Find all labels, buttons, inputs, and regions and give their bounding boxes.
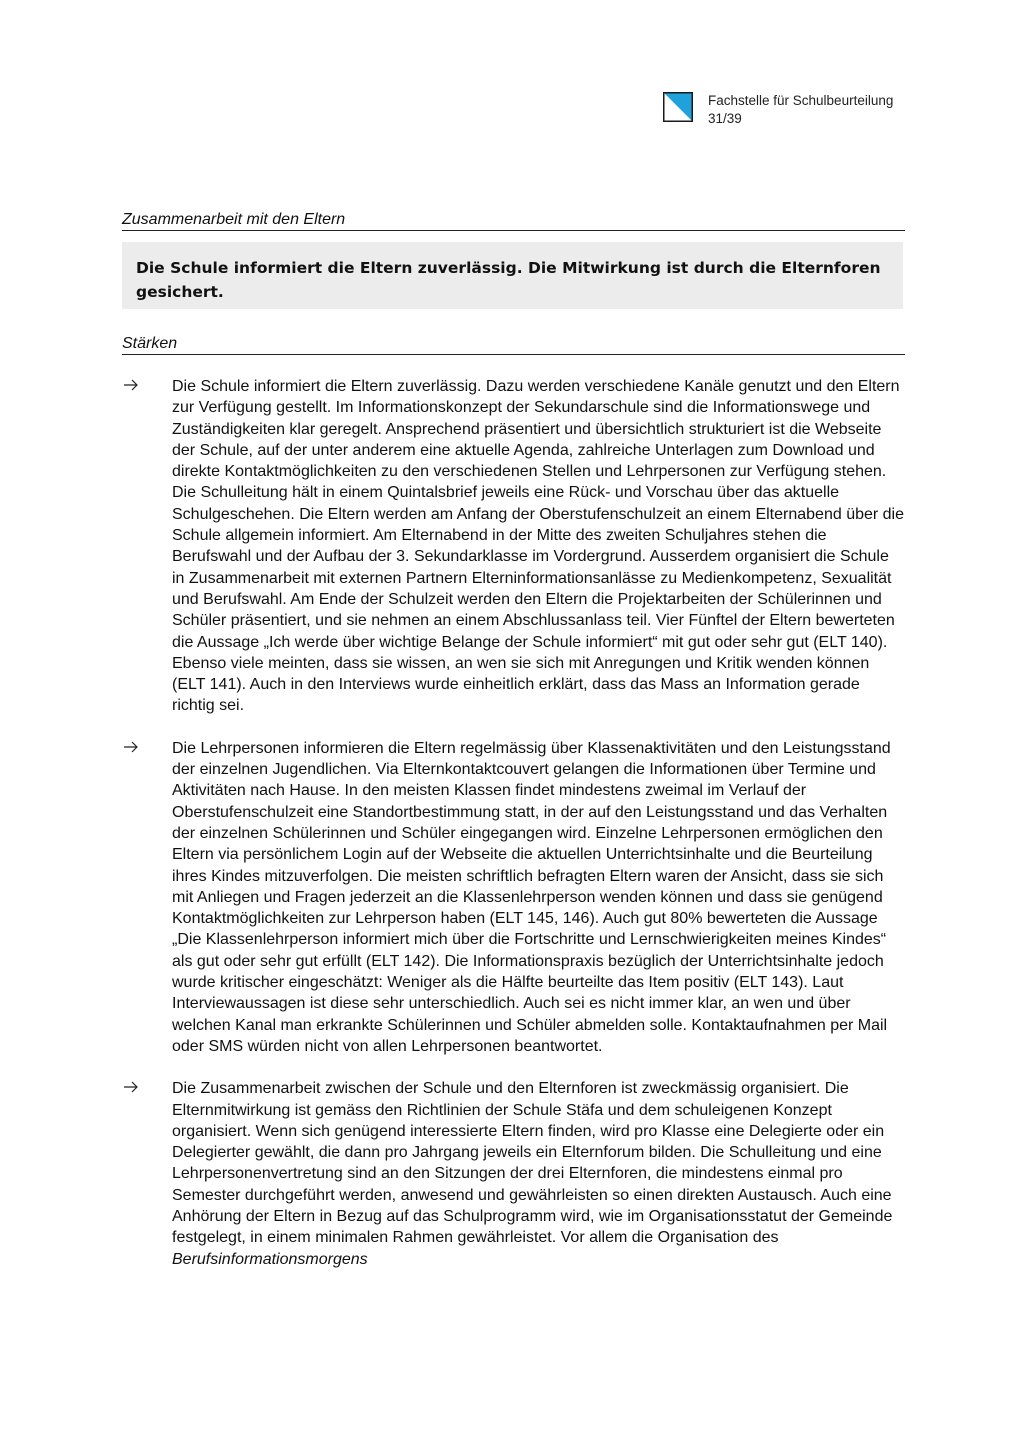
list-item xyxy=(122,376,905,717)
arrow-right-icon xyxy=(122,376,140,394)
page-number: 31/39 xyxy=(708,111,742,126)
arrow-right-icon xyxy=(122,738,140,756)
page-header xyxy=(663,92,1003,132)
list-item xyxy=(122,1078,905,1270)
header-text xyxy=(708,92,893,128)
arrow-right-icon xyxy=(122,1078,140,1096)
list-item xyxy=(122,738,905,1057)
statement-box xyxy=(122,242,903,309)
statement-text: Die Schule informiert die Eltern zuverlässig. Die Mitwirkung ist durch die Elternforen gesichert. xyxy=(136,259,881,301)
strengths-title: Stärken xyxy=(122,334,905,355)
list-item-text-italic: Berufsinformationsmorgens xyxy=(172,1250,368,1268)
list-item-text xyxy=(172,1078,905,1270)
strengths-list xyxy=(122,376,905,1291)
section-title: Zusammenarbeit mit den Eltern xyxy=(122,210,905,231)
list-item-text: Die Lehrpersonen informieren die Eltern regelmässig über Klassenaktivitäten und den Leistungsstand der einzelnen Jugendlichen. Via Elternkontaktcouvert gelangen die Informationen über Termine und Aktivitäten nach Hause. In den meisten Klassen findet mindestens zweimal im Verlauf der Oberstufenschulzeit eine Standortbestimmung statt, in der auf den Leistungsstand und das Verhalten der einzelnen Schülerinnen und Schüler eingegangen wird. Einzelne Lehrpersonen ermöglichen den Eltern via persönlichem Login auf der Webseite die aktuellen Unterrichtsinhalte und die Beurteilung ihres Kindes mitzuverfolgen. Die meisten schriftlich befragten Eltern waren der Ansicht, dass sie sich mit Anliegen und Fragen jederzeit an die Klassenlehrperson wenden können und dass sie genügend Kontaktmöglichkeiten zur Lehrperson haben (ELT 145, 146). Auch gut 80% bewerteten die Aussage „Die Klassenlehrperson informiert mich über die Fortschritte und Lernschwierigkeiten meines Kindes“ als gut oder sehr gut erfüllt (ELT 142). Die Informationspraxis bezüglich der Unterrichtsinhalte jedoch wurde kritischer eingeschätzt: Weniger als die Hälfte beurteilte das Item positiv (ELT 143). Laut Interviewaussagen ist diese sehr unterschiedlich. Auch sei es nicht immer klar, an wen und über welchen Kanal man erkrankte Schülerinnen und Schüler abmelden solle. Kontaktaufnahmen per Mail oder SMS würden nicht von allen Lehrpersonen beantwortet. xyxy=(172,739,891,1055)
org-name: Fachstelle für Schulbeurteilung xyxy=(708,93,894,108)
list-item-text-main: Die Zusammenarbeit zwischen der Schule und den Elternforen ist zweckmässig organisiert. Die Elternmitwirkung ist gemäss den Richtlinien der Schule Stäfa und dem schuleigenen Konzept organisiert. Wenn sich genügend interessierte Eltern finden, wird pro Klasse eine Delegierte oder ein Delegierter gewählt, die dann pro Jahrgang jeweils ein Elternforum bilden. Die Schulleitung und eine Lehrpersonenvertretung sind an den Sitzungen der drei Elternforen, die mindestens einmal pro Semester durchgeführt werden, anwesend und gewährleisten so einen direkten Austausch. Auch eine Anhörung der Eltern in Bezug auf das Schulprogramm wird, wie im Organisationsstatut der Gemeinde festgelegt, in einem minimalen Rahmen gewährleistet. Vor allem die Organisation des xyxy=(172,1080,893,1247)
canton-zurich-logo-icon xyxy=(663,92,693,122)
list-item-text: Die Schule informiert die Eltern zuverlässig. Dazu werden verschiedene Kanäle genutzt und den Eltern zur Verfügung gestellt. Im Informationskonzept der Sekundarschule sind die Informationswege und Zuständigkeiten klar geregelt. Ansprechend präsentiert und übersichtlich strukturiert ist die Webseite der Schule, auf der unter anderem eine aktuelle Agenda, zahlreiche Unterlagen zum Download und direkte Kontaktmöglichkeiten zu den verschiedenen Stellen und Lehrpersonen zur Verfügung stehen. Die Schulleitung hält in einem Quintalsbrief jeweils eine Rück- und Vorschau über das aktuelle Schulgeschehen. Die Eltern werden am Anfang der Oberstufenschulzeit an einem Elternabend über die Schule allgemein informiert. Am Elternabend in der Mitte des zweiten Schuljahres stehen die Berufswahl und der Aufbau der 3. Sekundarklasse im Vordergrund. Ausserdem organisiert die Schule in Zusammenarbeit mit externen Partnern Elterninformationsanlässe zu Medienkompetenz, Sexualität und Berufswahl. Am Ende der Schulzeit werden den Eltern die Projektarbeiten der Schülerinnen und Schüler präsentiert, und sie nehmen an einem Abschlussanlass teil. Vier Fünftel der Eltern bewerteten die Aussage „Ich werde über wichtige Belange der Schule informiert“ mit gut oder sehr gut (ELT 140). Ebenso viele meinten, dass sie wissen, an wen sie sich mit Anregungen und Kritik wenden können (ELT 141). Auch in den Interviews wurde einheitlich erklärt, dass das Mass an Information gerade richtig sei. xyxy=(172,378,905,715)
